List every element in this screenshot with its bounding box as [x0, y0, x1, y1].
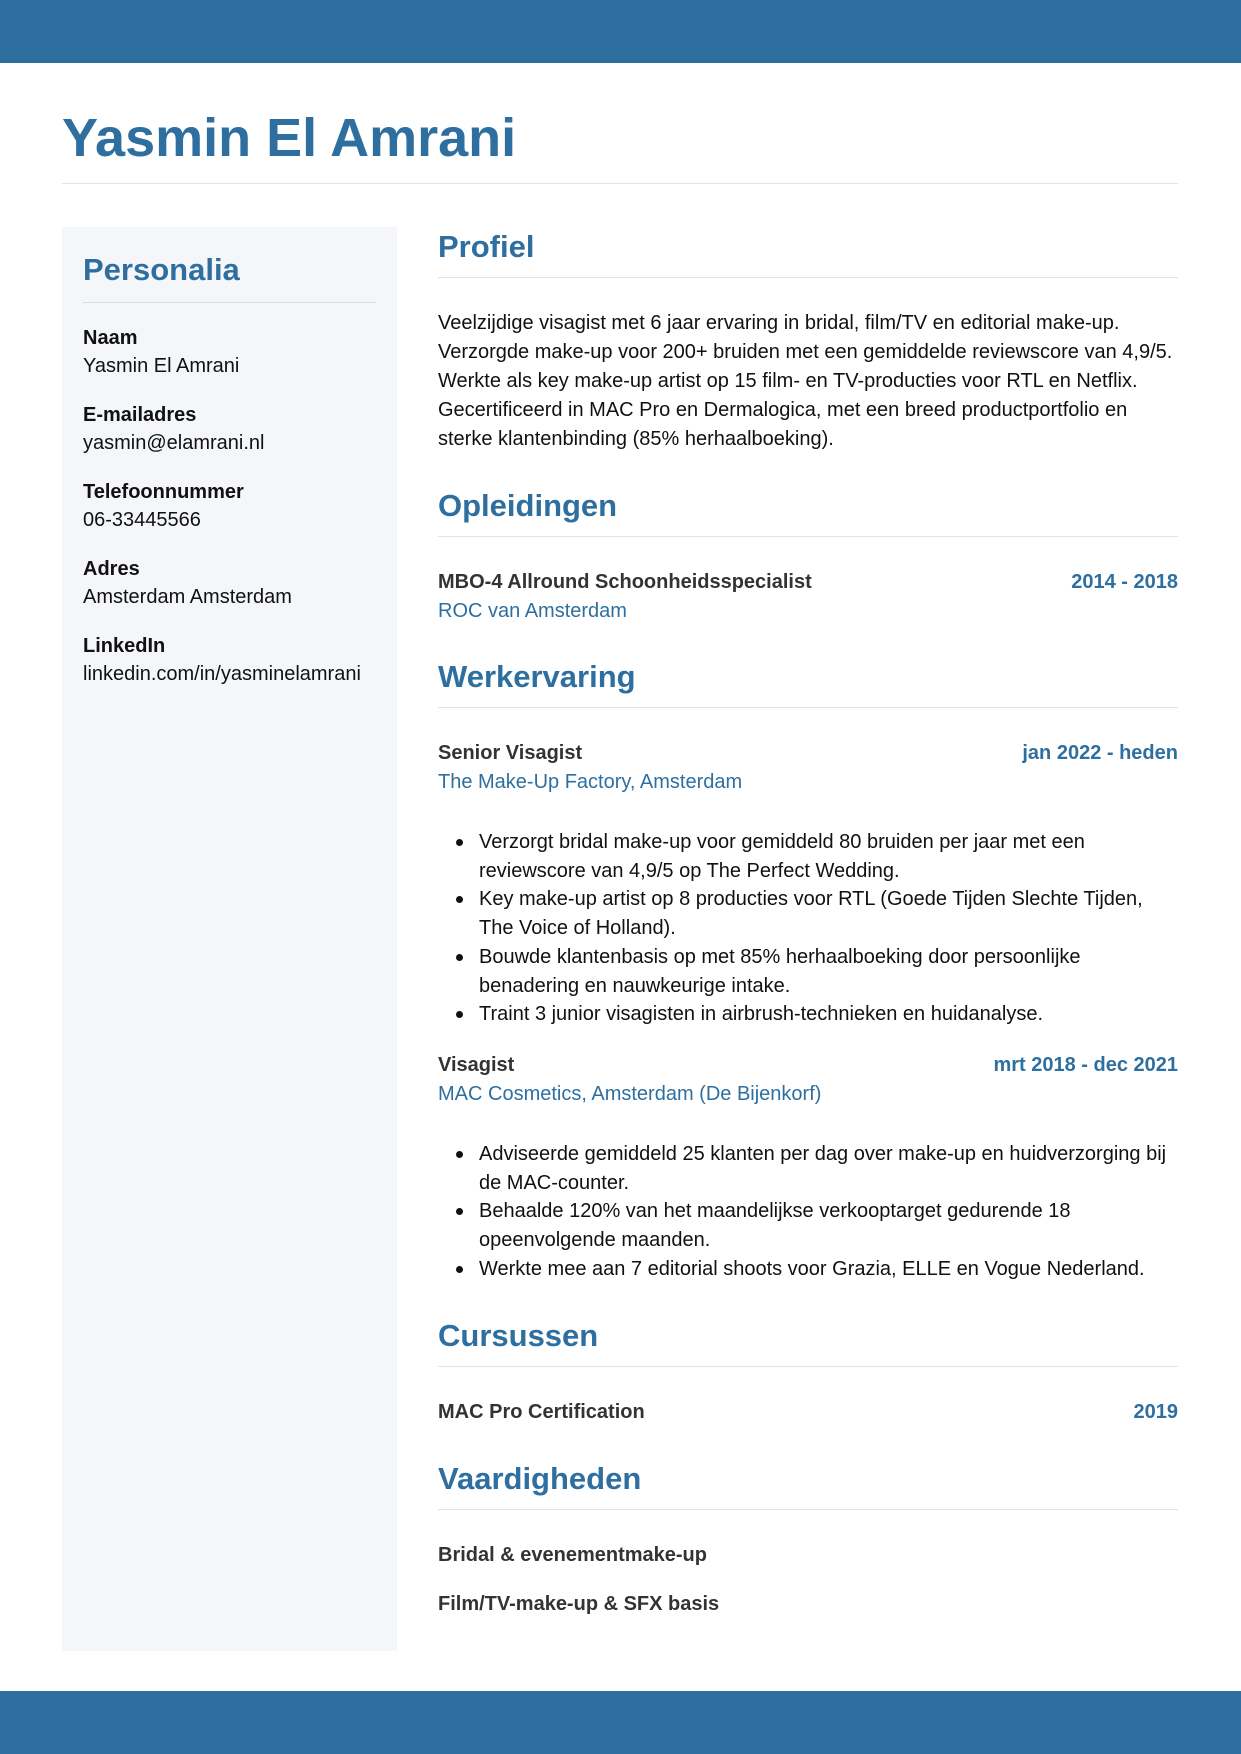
section-title: Opleidingen [438, 488, 618, 523]
entry-employer: MAC Cosmetics, Amsterdam (De Bijenkorf) [438, 1082, 822, 1105]
bullet-icon [456, 954, 463, 961]
field-linkedin [83, 633, 376, 688]
field-label: Adres [83, 558, 140, 580]
list-item: Verzorgt bridal make-up voor gemiddeld 80 bruiden per jaar met een reviewscore van 4,9/5 op The Perfect Wedding. [438, 828, 1178, 885]
page-title: Yasmin El Amrani [62, 108, 517, 168]
experience-entry [438, 1051, 1178, 1284]
experience-entry [438, 739, 1178, 1029]
skills-section [438, 1459, 1178, 1619]
field-value: Yasmin El Amrani [83, 355, 240, 377]
entry-date: 2019 [1133, 1401, 1178, 1424]
field-value: 06-33445566 [83, 509, 201, 531]
field-value: Amsterdam Amsterdam [83, 586, 292, 608]
profile-text: Veelzijdige visagist met 6 jaar ervaring in bridal, film/TV en editorial make-up. Verzorgde make-up voor 200+ bruiden met een gemiddelde reviewscore van 4,9/5. Werkte als key make-up artist op 15 film- en TV-producties voor RTL en Netflix. Gecertificeerd in MAC Pro en Dermalogica, met een breed productportfolio en sterke klantenbinding (85% herhaalboeking). [438, 312, 1173, 450]
entry-title: MAC Pro Certification [438, 1401, 645, 1424]
skill-item: Bridal & evenementmake-up [438, 1544, 707, 1567]
bullet-icon [456, 1208, 463, 1215]
field-phone [83, 479, 376, 534]
section-title: Vaardigheden [438, 1461, 642, 1497]
field-label: Telefoonnummer [83, 481, 244, 503]
bullet-icon [456, 1266, 463, 1273]
section-divider [438, 1509, 1178, 1510]
education-section [438, 486, 1178, 626]
field-address [83, 556, 376, 611]
profile-section [438, 227, 1178, 454]
section-title: Profiel [438, 229, 535, 264]
title-divider [62, 183, 1178, 184]
section-divider [438, 1366, 1178, 1367]
entry-title: Senior Visagist [438, 742, 583, 764]
section-title: Werkervaring [438, 659, 636, 694]
entry-employer: The Make-Up Factory, Amsterdam [438, 771, 743, 793]
sidebar-divider [83, 302, 376, 303]
bottom-banner [0, 1691, 1241, 1754]
list-item: Werkte mee aan 7 editorial shoots voor Grazia, ELLE en Vogue Nederland. [438, 1255, 1178, 1284]
field-value: linkedin.com/in/yasminelamrani [83, 663, 361, 685]
main-content [438, 227, 1178, 1619]
experience-section [438, 657, 1178, 1283]
entry-date: 2014 - 2018 [1071, 571, 1178, 593]
bullet-icon [456, 839, 463, 846]
field-label: LinkedIn [83, 635, 166, 657]
bullet-list [438, 1140, 1178, 1284]
section-divider [438, 536, 1178, 537]
list-item: Behaalde 120% van het maandelijkse verkooptarget gedurende 18 opeenvolgende maanden. [438, 1197, 1178, 1254]
list-item: Traint 3 junior visagisten in airbrush-technieken en huidanalyse. [438, 1000, 1178, 1029]
entry-title: Visagist [438, 1053, 515, 1076]
courses-section [438, 1316, 1178, 1427]
list-item: Bouwde klantenbasis op met 85% herhaalboeking door persoonlijke benadering en nauwkeurige intake. [438, 943, 1178, 1000]
section-title: Cursussen [438, 1318, 599, 1354]
field-value: yasmin@elamrani.nl [83, 432, 265, 454]
sidebar-title: Personalia [83, 252, 240, 287]
bullet-list [438, 828, 1178, 1029]
course-entry [438, 1398, 1178, 1427]
field-email [83, 402, 376, 457]
field-name [83, 325, 376, 380]
entry-title: MBO-4 Allround Schoonheidsspecialist [438, 571, 812, 593]
section-divider [438, 277, 1178, 278]
personal-info-sidebar [62, 227, 397, 1651]
field-label: E-mailadres [83, 404, 197, 426]
entry-date: jan 2022 - heden [1022, 742, 1178, 764]
entry-institution: ROC van Amsterdam [438, 600, 627, 622]
top-banner [0, 0, 1241, 63]
bullet-icon [456, 896, 463, 903]
entry-date: mrt 2018 - dec 2021 [993, 1053, 1178, 1076]
skill-item: Film/TV-make-up & SFX basis [438, 1593, 720, 1616]
education-entry [438, 568, 1178, 626]
bullet-icon [456, 1011, 463, 1018]
section-divider [438, 707, 1178, 708]
list-item: Adviseerde gemiddeld 25 klanten per dag over make-up en huidverzorging bij de MAC-counter. [438, 1140, 1178, 1197]
field-label: Naam [83, 327, 138, 349]
list-item: Key make-up artist op 8 producties voor RTL (Goede Tijden Slechte Tijden, The Voice of Holland). [438, 885, 1178, 942]
bullet-icon [456, 1151, 463, 1158]
